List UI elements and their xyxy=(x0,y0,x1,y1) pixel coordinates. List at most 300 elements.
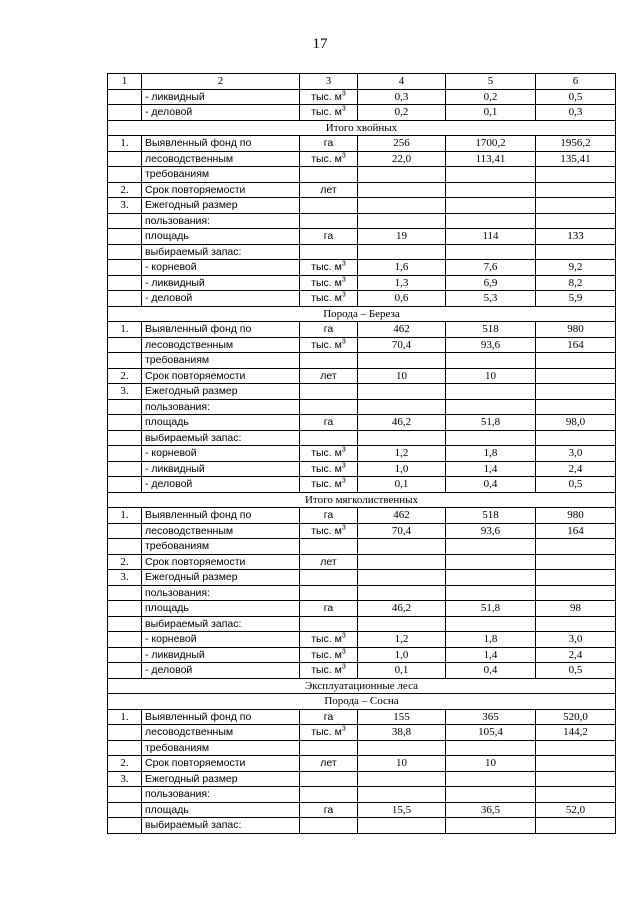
unit-text: тыс. м xyxy=(311,152,342,165)
unit-text: га xyxy=(323,137,334,149)
unit-text: тыс. м xyxy=(311,462,342,475)
header-cell: 6 xyxy=(536,74,616,90)
table-row xyxy=(108,430,616,446)
indicator-cell: - ликвидный xyxy=(142,275,300,291)
unit-cell xyxy=(300,167,358,183)
table-row xyxy=(108,105,616,121)
table-row xyxy=(108,477,616,493)
unit-text: лет xyxy=(320,369,337,382)
unit-text: га xyxy=(323,416,334,428)
indicator-cell: выбираемый запас: xyxy=(142,430,300,446)
unit-cell xyxy=(300,477,358,493)
row-number-cell xyxy=(108,585,142,601)
value-cell-col5 xyxy=(446,818,536,834)
unit-exponent: 3 xyxy=(341,446,346,454)
value-cell-col6 xyxy=(536,384,616,400)
indicator-cell: Срок повторяемости xyxy=(142,756,300,772)
value-cell-col4: 0,3 xyxy=(358,89,446,105)
row-number-cell xyxy=(108,616,142,632)
page-number: 17 xyxy=(312,36,328,52)
unit-cell xyxy=(300,198,358,214)
value-cell-col4: 15,5 xyxy=(358,802,446,818)
indicator-cell: - деловой xyxy=(142,663,300,679)
value-cell-col5: 0,4 xyxy=(446,663,536,679)
header-cell: 3 xyxy=(300,74,358,90)
table-row xyxy=(108,353,616,369)
row-number-cell xyxy=(108,167,142,183)
value-cell-col4: 10 xyxy=(358,368,446,384)
unit-text: лет xyxy=(320,757,337,769)
unit-cell xyxy=(300,244,358,260)
value-cell-col4 xyxy=(358,353,446,369)
indicator-cell: пользования: xyxy=(142,585,300,601)
value-cell-col4 xyxy=(358,554,446,570)
value-cell-col5: 6,9 xyxy=(446,275,536,291)
unit-text: га xyxy=(323,509,334,521)
section-title: Итого хвойных xyxy=(108,120,616,136)
value-cell-col5: 1,4 xyxy=(446,461,536,477)
value-cell-col6: 0,5 xyxy=(536,663,616,679)
table-row xyxy=(108,756,616,772)
unit-cell xyxy=(300,616,358,632)
indicator-cell: лесоводственным xyxy=(142,523,300,539)
value-cell-col4: 46,2 xyxy=(358,601,446,617)
table-row xyxy=(108,802,616,818)
indicator-cell: требованиям xyxy=(142,539,300,555)
unit-text: тыс. м xyxy=(311,90,342,103)
value-cell-col4: 46,2 xyxy=(358,415,446,431)
unit-cell xyxy=(300,275,358,291)
row-number-cell xyxy=(108,539,142,555)
header-cell: 2 xyxy=(142,74,300,90)
unit-cell xyxy=(300,182,358,198)
table-row xyxy=(108,570,616,586)
unit-exponent: 3 xyxy=(341,152,346,159)
unit-exponent: 3 xyxy=(341,260,346,268)
value-cell-col5: 10 xyxy=(446,368,536,384)
value-cell-col6: 520,0 xyxy=(536,709,616,725)
unit-cell xyxy=(300,384,358,400)
value-cell-col6 xyxy=(536,756,616,772)
row-number-cell xyxy=(108,353,142,369)
section-title: Порода – Сосна xyxy=(108,694,616,710)
value-cell-col5 xyxy=(446,554,536,570)
unit-cell xyxy=(300,105,358,121)
value-cell-col6: 980 xyxy=(536,508,616,524)
value-cell-col6: 164 xyxy=(536,337,616,353)
section-row xyxy=(108,678,616,694)
unit-text: тыс. м xyxy=(311,447,342,459)
value-cell-col5: 0,1 xyxy=(446,105,536,121)
value-cell-col6: 8,2 xyxy=(536,275,616,291)
unit-exponent: 3 xyxy=(341,648,346,655)
indicator-cell: - корневой xyxy=(142,446,300,462)
value-cell-col6: 3,0 xyxy=(536,446,616,462)
table-row xyxy=(108,787,616,803)
value-cell-col6 xyxy=(536,818,616,834)
row-number-cell: 1. xyxy=(108,322,142,338)
section-row xyxy=(108,694,616,710)
table-row xyxy=(108,647,616,663)
section-row xyxy=(108,306,616,322)
row-number-cell xyxy=(108,523,142,539)
indicator-cell: площадь xyxy=(142,415,300,431)
indicator-cell: - ликвидный xyxy=(142,647,300,663)
unit-text: тыс. м xyxy=(311,261,342,273)
value-cell-col5 xyxy=(446,430,536,446)
value-cell-col5: 5,3 xyxy=(446,291,536,307)
unit-text: тыс. м xyxy=(311,633,342,645)
value-cell-col4: 0,2 xyxy=(358,105,446,121)
table-row xyxy=(108,539,616,555)
value-cell-col6 xyxy=(536,570,616,586)
unit-cell xyxy=(300,415,358,431)
value-cell-col4: 38,8 xyxy=(358,725,446,741)
forest-use-table xyxy=(107,73,616,834)
value-cell-col5: 518 xyxy=(446,508,536,524)
table-row xyxy=(108,229,616,245)
value-cell-col6: 2,4 xyxy=(536,461,616,477)
value-cell-col4 xyxy=(358,787,446,803)
table-row xyxy=(108,709,616,725)
row-number-cell: 3. xyxy=(108,771,142,787)
value-cell-col4: 1,0 xyxy=(358,461,446,477)
value-cell-col4: 1,6 xyxy=(358,260,446,276)
indicator-cell: пользования: xyxy=(142,399,300,415)
unit-text: га xyxy=(323,323,334,335)
unit-cell xyxy=(300,461,358,477)
unit-text: га xyxy=(323,803,334,816)
unit-cell xyxy=(300,787,358,803)
table-row xyxy=(108,151,616,167)
value-cell-col4 xyxy=(358,430,446,446)
value-cell-col4: 462 xyxy=(358,508,446,524)
unit-exponent: 3 xyxy=(341,276,346,283)
unit-cell xyxy=(300,523,358,539)
value-cell-col4: 22,0 xyxy=(358,151,446,167)
unit-cell xyxy=(300,213,358,229)
value-cell-col5: 10 xyxy=(446,756,536,772)
value-cell-col4 xyxy=(358,399,446,415)
value-cell-col6 xyxy=(536,430,616,446)
value-cell-col6 xyxy=(536,353,616,369)
value-cell-col6: 2,4 xyxy=(536,647,616,663)
value-cell-col5: 1,8 xyxy=(446,446,536,462)
value-cell-col5 xyxy=(446,353,536,369)
row-number-cell: 2. xyxy=(108,554,142,570)
value-cell-col5 xyxy=(446,585,536,601)
indicator-cell: Ежегодный размер xyxy=(142,198,300,214)
header-row xyxy=(108,74,616,90)
indicator-cell: площадь xyxy=(142,229,300,245)
value-cell-col4: 0,6 xyxy=(358,291,446,307)
value-cell-col5 xyxy=(446,244,536,260)
table-row xyxy=(108,663,616,679)
value-cell-col6 xyxy=(536,182,616,198)
indicator-cell: Выявленный фонд по xyxy=(142,322,300,338)
unit-cell xyxy=(300,802,358,818)
table-row xyxy=(108,291,616,307)
value-cell-col5: 93,6 xyxy=(446,337,536,353)
unit-cell xyxy=(300,399,358,415)
unit-exponent: 3 xyxy=(341,90,346,97)
value-cell-col5: 114 xyxy=(446,229,536,245)
unit-cell xyxy=(300,647,358,663)
table-row xyxy=(108,244,616,260)
row-number-cell xyxy=(108,787,142,803)
indicator-cell: - ликвидный xyxy=(142,461,300,477)
unit-cell xyxy=(300,663,358,679)
unit-cell xyxy=(300,322,358,338)
row-number-cell xyxy=(108,229,142,245)
unit-cell xyxy=(300,570,358,586)
section-title: Итого мягколиственных xyxy=(108,492,616,508)
value-cell-col5 xyxy=(446,384,536,400)
row-number-cell xyxy=(108,260,142,276)
indicator-cell: лесоводственным xyxy=(142,151,300,167)
value-cell-col4: 19 xyxy=(358,229,446,245)
unit-text: га xyxy=(323,710,334,723)
table-row xyxy=(108,368,616,384)
value-cell-col4 xyxy=(358,167,446,183)
table-row xyxy=(108,601,616,617)
value-cell-col5: 0,2 xyxy=(446,89,536,105)
row-number-cell xyxy=(108,663,142,679)
value-cell-col5: 7,6 xyxy=(446,260,536,276)
section-title: Эксплуатационные леса xyxy=(108,678,616,694)
row-number-cell xyxy=(108,105,142,121)
unit-text: тыс. м xyxy=(311,106,342,118)
unit-text: тыс. м xyxy=(311,726,342,738)
value-cell-col5 xyxy=(446,167,536,183)
value-cell-col6: 98,0 xyxy=(536,415,616,431)
value-cell-col4 xyxy=(358,213,446,229)
indicator-cell: Ежегодный размер xyxy=(142,570,300,586)
value-cell-col5 xyxy=(446,198,536,214)
row-number-cell xyxy=(108,601,142,617)
value-cell-col4 xyxy=(358,818,446,834)
table-row xyxy=(108,554,616,570)
unit-cell xyxy=(300,508,358,524)
value-cell-col4: 0,1 xyxy=(358,477,446,493)
unit-cell xyxy=(300,554,358,570)
value-cell-col5: 51,8 xyxy=(446,601,536,617)
value-cell-col5: 1700,2 xyxy=(446,136,536,152)
unit-cell xyxy=(300,632,358,648)
header-cell: 4 xyxy=(358,74,446,90)
indicator-cell: - деловой xyxy=(142,291,300,307)
table-row xyxy=(108,337,616,353)
indicator-cell: Ежегодный размер xyxy=(142,771,300,787)
unit-cell xyxy=(300,740,358,756)
value-cell-col5: 36,5 xyxy=(446,802,536,818)
value-cell-col6 xyxy=(536,244,616,260)
unit-cell xyxy=(300,539,358,555)
row-number-cell xyxy=(108,291,142,307)
value-cell-col4: 1,2 xyxy=(358,446,446,462)
indicator-cell: площадь xyxy=(142,601,300,617)
value-cell-col4 xyxy=(358,585,446,601)
unit-cell xyxy=(300,136,358,152)
value-cell-col5 xyxy=(446,399,536,415)
unit-exponent: 3 xyxy=(341,632,346,640)
value-cell-col6: 0,5 xyxy=(536,477,616,493)
value-cell-col6 xyxy=(536,399,616,415)
unit-exponent: 3 xyxy=(341,663,346,671)
value-cell-col4: 1,0 xyxy=(358,647,446,663)
value-cell-col5: 113,41 xyxy=(446,151,536,167)
indicator-cell: - ликвидный xyxy=(142,89,300,105)
value-cell-col5: 518 xyxy=(446,322,536,338)
unit-exponent: 3 xyxy=(341,105,346,113)
row-number-cell xyxy=(108,740,142,756)
value-cell-col5 xyxy=(446,213,536,229)
indicator-cell: - корневой xyxy=(142,260,300,276)
value-cell-col6: 144,2 xyxy=(536,725,616,741)
value-cell-col6: 164 xyxy=(536,523,616,539)
row-number-cell xyxy=(108,647,142,663)
value-cell-col4: 70,4 xyxy=(358,337,446,353)
unit-cell xyxy=(300,229,358,245)
table-row xyxy=(108,585,616,601)
table-row xyxy=(108,275,616,291)
unit-cell xyxy=(300,260,358,276)
value-cell-col4 xyxy=(358,182,446,198)
unit-text: тыс. м xyxy=(311,664,342,676)
row-number-cell xyxy=(108,802,142,818)
table-row xyxy=(108,818,616,834)
indicator-cell: лесоводственным xyxy=(142,337,300,353)
value-cell-col6: 0,5 xyxy=(536,89,616,105)
value-cell-col4 xyxy=(358,570,446,586)
row-number-cell: 2. xyxy=(108,182,142,198)
value-cell-col5 xyxy=(446,539,536,555)
indicator-cell: Срок повторяемости xyxy=(142,368,300,384)
table-row xyxy=(108,415,616,431)
unit-cell xyxy=(300,818,358,834)
unit-cell xyxy=(300,368,358,384)
unit-cell xyxy=(300,446,358,462)
unit-text: тыс. м xyxy=(311,292,342,304)
unit-cell xyxy=(300,89,358,105)
value-cell-col6 xyxy=(536,213,616,229)
unit-text: га xyxy=(323,602,334,614)
unit-cell xyxy=(300,709,358,725)
indicator-cell: выбираемый запас: xyxy=(142,616,300,632)
unit-text: тыс. м xyxy=(311,338,342,351)
row-number-cell: 3. xyxy=(108,198,142,214)
section-row xyxy=(108,492,616,508)
unit-cell xyxy=(300,291,358,307)
indicator-cell: выбираемый запас: xyxy=(142,244,300,260)
table-row xyxy=(108,632,616,648)
indicator-cell: требованиям xyxy=(142,167,300,183)
indicator-cell: пользования: xyxy=(142,213,300,229)
header-cell: 1 xyxy=(108,74,142,90)
row-number-cell xyxy=(108,213,142,229)
value-cell-col4: 0,1 xyxy=(358,663,446,679)
unit-cell xyxy=(300,771,358,787)
table-row xyxy=(108,260,616,276)
unit-exponent: 3 xyxy=(341,524,346,531)
table-row xyxy=(108,740,616,756)
indicator-cell: Выявленный фонд по xyxy=(142,709,300,725)
indicator-cell: площадь xyxy=(142,802,300,818)
indicator-cell: Выявленный фонд по xyxy=(142,508,300,524)
value-cell-col4: 70,4 xyxy=(358,523,446,539)
indicator-cell: Срок повторяемости xyxy=(142,182,300,198)
value-cell-col5 xyxy=(446,182,536,198)
value-cell-col5: 1,4 xyxy=(446,647,536,663)
row-number-cell xyxy=(108,415,142,431)
table-body xyxy=(108,74,616,834)
unit-text: тыс. м xyxy=(311,648,342,661)
value-cell-col4 xyxy=(358,198,446,214)
table-row xyxy=(108,616,616,632)
indicator-cell: пользования: xyxy=(142,787,300,803)
row-number-cell: 1. xyxy=(108,508,142,524)
row-number-cell: 1. xyxy=(108,709,142,725)
row-number-cell: 3. xyxy=(108,384,142,400)
value-cell-col4: 462 xyxy=(358,322,446,338)
value-cell-col5 xyxy=(446,570,536,586)
table-row xyxy=(108,198,616,214)
value-cell-col4 xyxy=(358,771,446,787)
value-cell-col6 xyxy=(536,585,616,601)
value-cell-col6: 98 xyxy=(536,601,616,617)
indicator-cell: - деловой xyxy=(142,105,300,121)
row-number-cell: 3. xyxy=(108,570,142,586)
value-cell-col4: 256 xyxy=(358,136,446,152)
indicator-cell: Срок повторяемости xyxy=(142,554,300,570)
unit-text: тыс. м xyxy=(311,524,342,537)
unit-cell xyxy=(300,585,358,601)
value-cell-col4 xyxy=(358,539,446,555)
value-cell-col6: 3,0 xyxy=(536,632,616,648)
indicator-cell: выбираемый запас: xyxy=(142,818,300,834)
unit-exponent: 3 xyxy=(341,291,346,299)
value-cell-col5 xyxy=(446,771,536,787)
value-cell-col6 xyxy=(536,616,616,632)
value-cell-col4: 155 xyxy=(358,709,446,725)
value-cell-col6 xyxy=(536,771,616,787)
table-row xyxy=(108,136,616,152)
unit-exponent: 3 xyxy=(341,725,346,733)
value-cell-col6: 52,0 xyxy=(536,802,616,818)
unit-cell xyxy=(300,151,358,167)
value-cell-col4: 1,3 xyxy=(358,275,446,291)
value-cell-col6 xyxy=(536,368,616,384)
indicator-cell: требованиям xyxy=(142,740,300,756)
indicator-cell: требованиям xyxy=(142,353,300,369)
row-number-cell xyxy=(108,337,142,353)
value-cell-col6: 135,41 xyxy=(536,151,616,167)
row-number-cell xyxy=(108,818,142,834)
table-row xyxy=(108,399,616,415)
row-number-cell: 2. xyxy=(108,756,142,772)
section-row xyxy=(108,120,616,136)
indicator-cell: Выявленный фонд по xyxy=(142,136,300,152)
value-cell-col6: 133 xyxy=(536,229,616,245)
table-row xyxy=(108,182,616,198)
value-cell-col6 xyxy=(536,554,616,570)
row-number-cell: 1. xyxy=(108,136,142,152)
value-cell-col5 xyxy=(446,787,536,803)
table-row xyxy=(108,461,616,477)
table-row xyxy=(108,322,616,338)
unit-text: лет xyxy=(320,183,337,196)
table-row xyxy=(108,167,616,183)
